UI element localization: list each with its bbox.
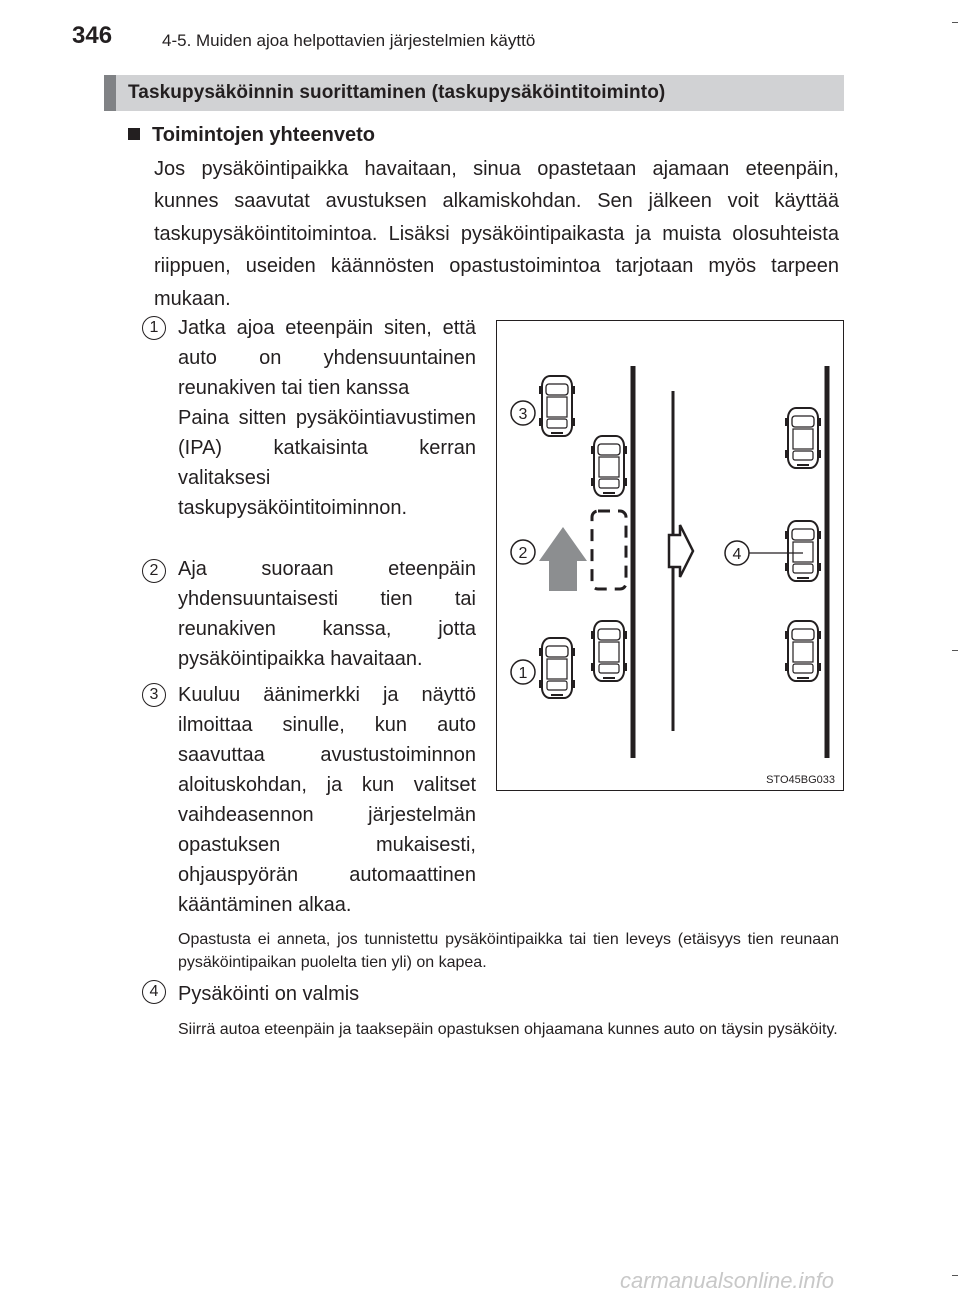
diagram-label-1 xyxy=(511,660,535,684)
subsection-title: Toimintojen yhteenveto xyxy=(152,124,375,146)
step-number-badge: 3 xyxy=(142,683,166,707)
intro-paragraph: Jos pysäköintipaikka havaitaan, sinua opastetaan ajamaan eteenpäin, kunnes saavutat avustuksen alkamiskohdan. Sen jälkeen voit käyttää taskupysäköintitoimintoa. Lisäksi pysäköintipaikasta ja muista olosuhteista riippuen, useiden käännösten opastustoimintoa tarjotaan myös tarpeen mukaan. xyxy=(154,158,839,310)
section-title: Taskupysäköinnin suorittaminen (taskupysäköintitoiminto) xyxy=(128,82,666,103)
step-number-badge: 4 xyxy=(142,980,166,1004)
diagram-label-4 xyxy=(725,541,749,565)
svg-text:1: 1 xyxy=(518,665,528,682)
step-4-note: Siirrä autoa eteenpäin ja taaksepäin opastuksen ohjaamana kunnes auto on täysin pysäköity. xyxy=(178,1021,838,1038)
diagram-label-3 xyxy=(511,401,535,425)
forward-arrow-icon xyxy=(539,527,587,591)
chapter-title: 4-5. Muiden ajoa helpottavien järjestelmien käyttö xyxy=(162,31,536,50)
figure-code: STO45BG033 xyxy=(766,774,835,786)
section-header xyxy=(104,75,844,111)
parked-car xyxy=(591,621,627,681)
step-4-text: Pysäköinti on valmis xyxy=(178,983,360,1005)
parking-diagram xyxy=(496,320,844,791)
parked-own-car xyxy=(785,521,821,581)
step-3-note: Opastusta ei anneta, jos tunnistettu pysäköintipaikka tai tien leveys (etäisyys tien reunaan pysäköintipaikan puolelta tien yli) on kapea. xyxy=(178,931,839,971)
parked-car xyxy=(591,436,627,496)
step-1-text xyxy=(178,313,476,523)
crop-mark xyxy=(952,650,958,651)
parked-car xyxy=(785,408,821,468)
step-number-badge: 1 xyxy=(142,316,166,340)
svg-text:3: 3 xyxy=(518,406,528,423)
section-header-stripe xyxy=(104,75,116,111)
step-number-badge: 2 xyxy=(142,559,166,583)
square-bullet-icon xyxy=(128,128,140,140)
crop-mark xyxy=(952,1275,958,1276)
parking-diagram-illustration xyxy=(497,321,845,792)
watermark: carmanualsonline.info xyxy=(620,1268,835,1293)
parked-car xyxy=(785,621,821,681)
crop-mark xyxy=(952,22,958,23)
step-1-instruction-2: Paina sitten pysäköintiavustimen (IPA) katkaisinta kerran valitaksesi taskupysäköintitoiminnon. xyxy=(178,407,476,519)
own-car-position-3 xyxy=(539,376,575,436)
svg-text:2: 2 xyxy=(518,545,528,562)
step-3-text: Kuuluu äänimerkki ja näyttö ilmoittaa sinulle, kun auto saavuttaa avustustoiminnon aloituskohdan, ja kun valitset vaihdeasennon järjestelmän opastuksen mukaisesti, ohjauspyörän automaattinen kääntäminen alkaa. xyxy=(178,684,476,916)
detected-parking-space xyxy=(592,511,626,589)
subsection-heading xyxy=(128,124,375,147)
page-number: 346 xyxy=(72,22,113,49)
svg-text:4: 4 xyxy=(732,546,742,563)
step-2-text: Aja suoraan eteenpäin yhdensuuntaisesti tien tai reunakiven kanssa, jotta pysäköintipaikka havaitaan. xyxy=(178,558,476,670)
diagram-label-2 xyxy=(511,540,535,564)
own-car-position-1 xyxy=(539,638,575,698)
step-1-instruction: Jatka ajoa eteenpäin siten, että auto on yhdensuuntainen reunakiven tai tien kanssa xyxy=(178,317,476,399)
